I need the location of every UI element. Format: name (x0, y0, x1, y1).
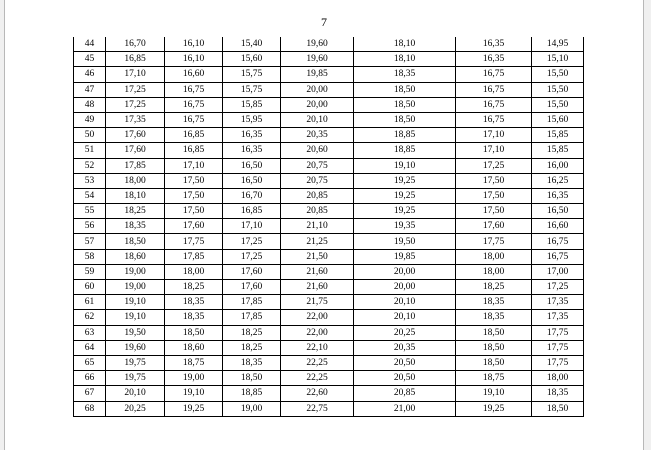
table-row (74, 371, 584, 386)
table-cell: 17,10 (106, 67, 165, 82)
table-cell: 18,25 (223, 325, 281, 340)
table-cell: 20,00 (354, 264, 456, 279)
table-cell: 15,50 (532, 82, 584, 97)
row-index-cell: 53 (74, 173, 106, 188)
table-cell: 18,35 (456, 295, 532, 310)
table-cell: 17,85 (223, 295, 281, 310)
table-cell: 18,85 (354, 128, 456, 143)
row-index-cell: 59 (74, 264, 106, 279)
table-cell: 16,50 (223, 173, 281, 188)
table-cell: 20,75 (281, 158, 354, 173)
table-cell: 17,75 (532, 355, 584, 370)
table-cell: 16,35 (223, 128, 281, 143)
table-cell: 16,35 (456, 37, 532, 52)
table-cell: 17,85 (165, 249, 223, 264)
table-cell: 16,10 (165, 37, 223, 52)
table-cell: 19,75 (106, 371, 165, 386)
table-cell: 17,25 (223, 234, 281, 249)
table-cell: 18,50 (354, 97, 456, 112)
table-row (74, 204, 584, 219)
table-cell: 20,00 (281, 82, 354, 97)
table-cell: 19,60 (281, 37, 354, 52)
table-cell: 16,85 (106, 52, 165, 67)
table-cell: 16,60 (165, 67, 223, 82)
table-cell: 17,75 (532, 340, 584, 355)
table-cell: 21,60 (281, 280, 354, 295)
table-cell: 19,85 (354, 249, 456, 264)
table-cell: 20,10 (106, 386, 165, 401)
table-cell: 15,50 (532, 97, 584, 112)
table-cell: 19,60 (281, 52, 354, 67)
table-cell: 21,00 (354, 401, 456, 416)
row-index-cell: 55 (74, 204, 106, 219)
table-cell: 15,40 (223, 37, 281, 52)
table-cell: 17,50 (165, 204, 223, 219)
table-cell: 21,60 (281, 264, 354, 279)
table-cell: 17,50 (456, 173, 532, 188)
row-index-cell: 64 (74, 340, 106, 355)
table-cell: 19,25 (165, 401, 223, 416)
table-cell: 20,10 (281, 112, 354, 127)
table-cell: 21,50 (281, 249, 354, 264)
table-cell: 16,85 (165, 128, 223, 143)
table-row (74, 97, 584, 112)
table-cell: 19,35 (354, 219, 456, 234)
table-cell: 18,35 (223, 355, 281, 370)
table-cell: 19,75 (106, 355, 165, 370)
table-cell: 16,75 (165, 97, 223, 112)
row-index-cell: 46 (74, 67, 106, 82)
table-cell: 22,25 (281, 371, 354, 386)
table-cell: 20,35 (281, 128, 354, 143)
table-cell: 16,35 (456, 52, 532, 67)
table-cell: 22,25 (281, 355, 354, 370)
table-cell: 17,25 (223, 249, 281, 264)
table-cell: 18,50 (106, 234, 165, 249)
table-cell: 17,60 (106, 143, 165, 158)
table-cell: 15,85 (532, 143, 584, 158)
table-row (74, 188, 584, 203)
table-row (74, 158, 584, 173)
table-cell: 20,25 (106, 401, 165, 416)
table-row (74, 249, 584, 264)
table-cell: 18,50 (456, 340, 532, 355)
table-cell: 18,00 (456, 249, 532, 264)
row-index-cell: 66 (74, 371, 106, 386)
table-cell: 16,75 (456, 82, 532, 97)
table-cell: 18,35 (456, 310, 532, 325)
table-cell: 18,85 (354, 143, 456, 158)
table-cell: 17,60 (223, 264, 281, 279)
table-cell: 16,75 (532, 249, 584, 264)
row-index-cell: 68 (74, 401, 106, 416)
table-cell: 21,10 (281, 219, 354, 234)
table-row (74, 52, 584, 67)
table-cell: 16,85 (165, 143, 223, 158)
table-cell: 20,85 (281, 204, 354, 219)
table-cell: 15,95 (223, 112, 281, 127)
table-cell: 19,60 (106, 340, 165, 355)
table-cell: 17,60 (456, 219, 532, 234)
table-cell: 17,75 (532, 325, 584, 340)
table-cell: 16,10 (165, 52, 223, 67)
table-cell: 17,10 (456, 143, 532, 158)
table-row (74, 67, 584, 82)
table-cell: 15,85 (532, 128, 584, 143)
table-row (74, 234, 584, 249)
table-cell: 19,25 (354, 204, 456, 219)
table-cell: 18,00 (106, 173, 165, 188)
document-page (4, 0, 644, 450)
table-row (74, 128, 584, 143)
table-cell: 20,50 (354, 371, 456, 386)
table-cell: 17,85 (106, 158, 165, 173)
table-cell: 18,50 (456, 325, 532, 340)
table-cell: 18,50 (354, 112, 456, 127)
table-cell: 17,25 (106, 97, 165, 112)
table-cell: 19,00 (165, 371, 223, 386)
table-cell: 17,35 (532, 295, 584, 310)
table-cell: 20,10 (354, 295, 456, 310)
table-cell: 19,25 (354, 173, 456, 188)
table-cell: 18,50 (165, 325, 223, 340)
table-row (74, 37, 584, 52)
table-cell: 16,85 (223, 204, 281, 219)
row-index-cell: 62 (74, 310, 106, 325)
table-cell: 17,25 (456, 158, 532, 173)
table-cell: 18,10 (354, 52, 456, 67)
table-cell: 18,10 (106, 188, 165, 203)
table-cell: 16,35 (532, 188, 584, 203)
table-cell: 20,35 (354, 340, 456, 355)
row-index-cell: 54 (74, 188, 106, 203)
table-cell: 16,35 (223, 143, 281, 158)
table-row (74, 143, 584, 158)
table-cell: 18,75 (165, 355, 223, 370)
table-cell: 16,50 (223, 158, 281, 173)
table-row (74, 264, 584, 279)
table-cell: 16,25 (532, 173, 584, 188)
table-cell: 15,75 (223, 82, 281, 97)
table-cell: 16,75 (165, 112, 223, 127)
table-cell: 18,35 (165, 295, 223, 310)
table-cell: 18,50 (223, 371, 281, 386)
table-row (74, 219, 584, 234)
row-index-cell: 49 (74, 112, 106, 127)
table-cell: 17,10 (165, 158, 223, 173)
table-cell: 22,10 (281, 340, 354, 355)
table-cell: 17,10 (223, 219, 281, 234)
row-index-cell: 45 (74, 52, 106, 67)
table-cell: 18,50 (532, 401, 584, 416)
table-cell: 18,25 (106, 204, 165, 219)
table-row (74, 340, 584, 355)
table-cell: 18,00 (456, 264, 532, 279)
table-cell: 14,95 (532, 37, 584, 52)
table-cell: 19,10 (165, 386, 223, 401)
row-index-cell: 58 (74, 249, 106, 264)
table-cell: 17,75 (165, 234, 223, 249)
table-cell: 16,75 (165, 82, 223, 97)
table-cell: 18,50 (456, 355, 532, 370)
row-index-cell: 60 (74, 280, 106, 295)
table-cell: 15,10 (532, 52, 584, 67)
table-cell: 16,70 (223, 188, 281, 203)
table-cell: 18,75 (456, 371, 532, 386)
table-cell: 20,50 (354, 355, 456, 370)
table-cell: 17,60 (165, 219, 223, 234)
table-cell: 19,50 (106, 325, 165, 340)
table-cell: 18,00 (532, 371, 584, 386)
table-cell: 18,10 (354, 37, 456, 52)
table-cell: 20,85 (281, 188, 354, 203)
row-index-cell: 44 (74, 37, 106, 52)
table-cell: 17,85 (223, 310, 281, 325)
table-cell: 16,00 (532, 158, 584, 173)
table-cell: 20,10 (354, 310, 456, 325)
table-cell: 18,35 (354, 67, 456, 82)
table-cell: 17,50 (456, 204, 532, 219)
table-cell: 18,35 (106, 219, 165, 234)
table-row (74, 173, 584, 188)
row-index-cell: 61 (74, 295, 106, 310)
table-cell: 17,25 (532, 280, 584, 295)
table-cell: 19,10 (354, 158, 456, 173)
table-cell: 19,50 (354, 234, 456, 249)
row-index-cell: 57 (74, 234, 106, 249)
table-cell: 15,75 (223, 67, 281, 82)
table-cell: 19,00 (223, 401, 281, 416)
table-cell: 19,10 (456, 386, 532, 401)
row-index-cell: 63 (74, 325, 106, 340)
table-cell: 22,60 (281, 386, 354, 401)
row-index-cell: 65 (74, 355, 106, 370)
table-cell: 18,25 (165, 280, 223, 295)
table-row (74, 295, 584, 310)
table-cell: 20,00 (281, 97, 354, 112)
table-row (74, 112, 584, 127)
table-cell: 21,25 (281, 234, 354, 249)
table-cell: 16,60 (532, 219, 584, 234)
row-index-cell: 67 (74, 386, 106, 401)
table-cell: 20,00 (354, 280, 456, 295)
table-row (74, 310, 584, 325)
table-cell: 16,75 (456, 97, 532, 112)
table-cell: 18,60 (165, 340, 223, 355)
table-cell: 19,25 (456, 401, 532, 416)
page-number: 7 (321, 15, 327, 29)
table-cell: 18,35 (165, 310, 223, 325)
row-index-cell: 47 (74, 82, 106, 97)
table-cell: 19,10 (106, 310, 165, 325)
table-row (74, 82, 584, 97)
data-table (73, 37, 584, 417)
table-cell: 17,35 (106, 112, 165, 127)
table-cell: 21,75 (281, 295, 354, 310)
table-cell: 16,75 (456, 112, 532, 127)
table-cell: 17,50 (165, 188, 223, 203)
table-cell: 15,60 (223, 52, 281, 67)
table-row (74, 325, 584, 340)
table-cell: 17,00 (532, 264, 584, 279)
table-row (74, 280, 584, 295)
table-cell: 18,35 (532, 386, 584, 401)
table-body (74, 37, 584, 416)
table-cell: 16,75 (456, 67, 532, 82)
table-cell: 20,75 (281, 173, 354, 188)
table-cell: 19,00 (106, 280, 165, 295)
table-cell: 15,85 (223, 97, 281, 112)
table-cell: 20,85 (354, 386, 456, 401)
table-cell: 19,85 (281, 67, 354, 82)
table-cell: 16,50 (532, 204, 584, 219)
table-cell: 18,25 (456, 280, 532, 295)
row-index-cell: 50 (74, 128, 106, 143)
table-cell: 17,10 (456, 128, 532, 143)
table-row (74, 386, 584, 401)
table-cell: 18,85 (223, 386, 281, 401)
row-index-cell: 52 (74, 158, 106, 173)
table-cell: 19,00 (106, 264, 165, 279)
table-cell: 19,25 (354, 188, 456, 203)
row-index-cell: 56 (74, 219, 106, 234)
table-cell: 17,50 (456, 188, 532, 203)
table-cell: 20,60 (281, 143, 354, 158)
table-cell: 16,75 (532, 234, 584, 249)
table-cell: 19,10 (106, 295, 165, 310)
table-cell: 22,75 (281, 401, 354, 416)
table-row (74, 401, 584, 416)
table-cell: 22,00 (281, 325, 354, 340)
table-cell: 18,25 (223, 340, 281, 355)
table-cell: 20,25 (354, 325, 456, 340)
table-cell: 15,60 (532, 112, 584, 127)
table-cell: 15,50 (532, 67, 584, 82)
table-cell: 22,00 (281, 310, 354, 325)
table-cell: 17,35 (532, 310, 584, 325)
table-row (74, 355, 584, 370)
table-cell: 16,70 (106, 37, 165, 52)
table-cell: 17,50 (165, 173, 223, 188)
table-cell: 18,60 (106, 249, 165, 264)
table-cell: 17,25 (106, 82, 165, 97)
row-index-cell: 48 (74, 97, 106, 112)
table-cell: 17,60 (223, 280, 281, 295)
table-cell: 18,00 (165, 264, 223, 279)
table-cell: 17,60 (106, 128, 165, 143)
table-cell: 18,50 (354, 82, 456, 97)
table-cell: 17,75 (456, 234, 532, 249)
row-index-cell: 51 (74, 143, 106, 158)
